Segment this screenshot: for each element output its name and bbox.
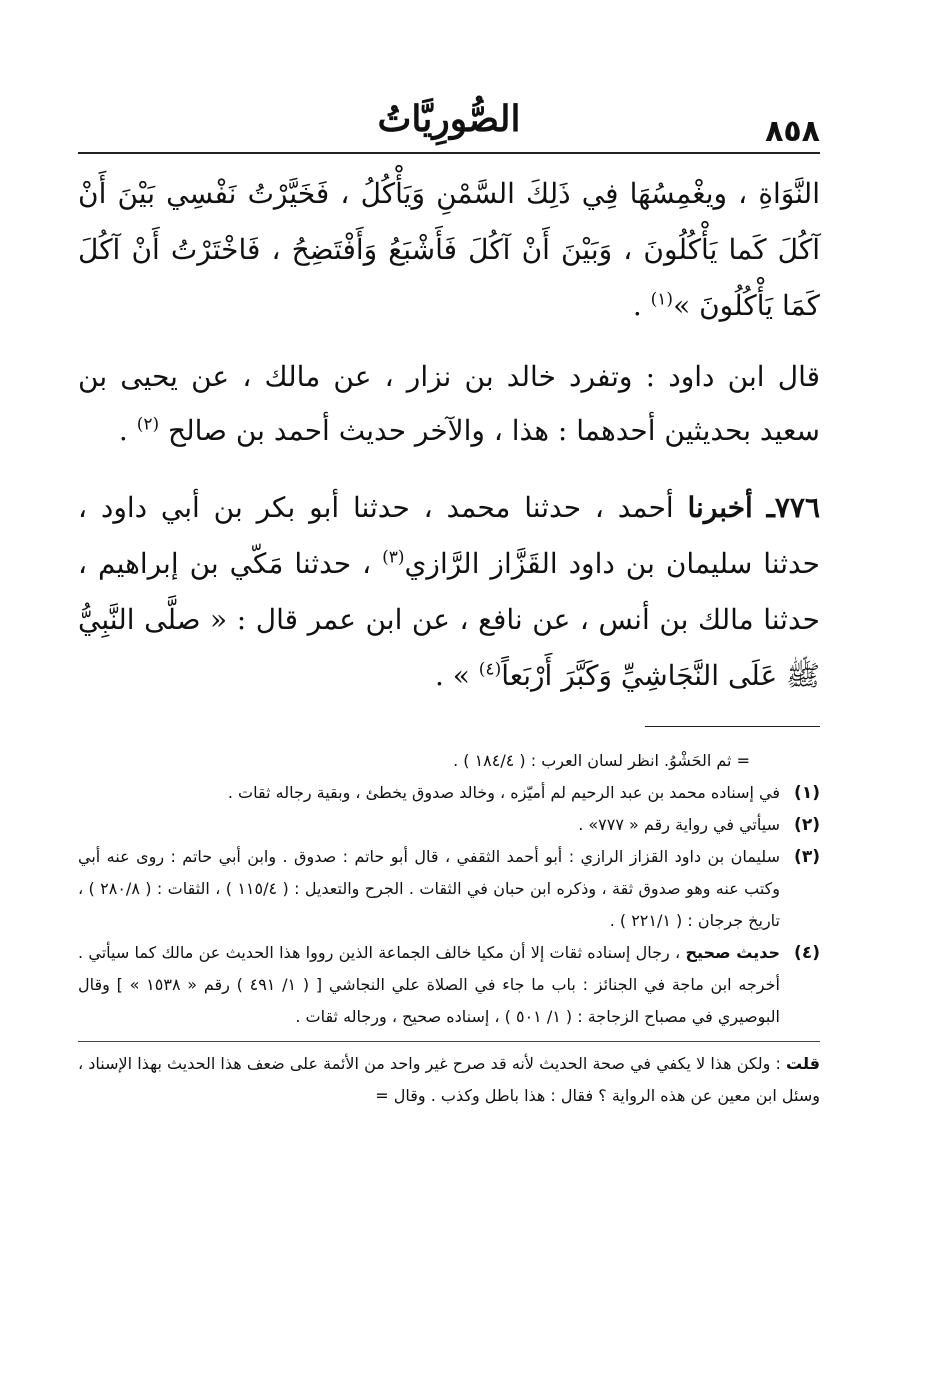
- footnote-continuation: = ثم الحَشْوُ. انظر لسان العرب : ( ١٨٤/٤ ) .: [453, 751, 750, 770]
- footnote-mark: (٤): [794, 943, 820, 963]
- narration-paragraph: [78, 350, 820, 458]
- page-number: ٨٥٨: [765, 114, 820, 149]
- book-page: [78, 92, 820, 1112]
- editor-note: [78, 1048, 820, 1112]
- narration-body: قال ابن داود : وتفرد خالد بن نزار ، عن مالك ، عن يحيى بن سعيد بحديثين أحدهما : هذا ، والآخر حديث أحمد بن صالح: [78, 360, 820, 447]
- footnote-text: سليمان بن داود القزاز الرازي : أبو أحمد الثقفي ، قال أبو حاتم : صدوق . وابن أبي حاتم : روى عنه أبي وكتب عنه وهو صدوق ثقة ، وذكره ابن حبان في الثقات . الجرح والتعديل : ( ١١٥/٤ ) ، الثقات : ( ٢٨٠/٨ ) ، تاريخ جرجان : ( ٢٢١/١ ) .: [78, 847, 780, 930]
- footnote-4: [78, 937, 820, 1033]
- hadith-chain: أحمد ، حدثنا محمد ، حدثنا أبو بكر بن أبي داود ، حدثنا سليمان بن داود القَزَّاز الرَّازي: [78, 491, 820, 580]
- hadith-lead: أخبرنا: [687, 491, 753, 524]
- hadith-number: ٧٧٦ـ: [766, 491, 820, 524]
- footnote-ref-4[interactable]: (٤): [478, 659, 502, 680]
- footnote-ref-2[interactable]: (٢): [136, 414, 160, 435]
- footnote-separator: [645, 726, 820, 727]
- footnote-mark: (٣): [794, 847, 820, 867]
- footnote-ref-3[interactable]: (٣): [382, 547, 405, 568]
- page-header: [78, 92, 820, 154]
- quote-body: النَّوَاةِ ، ويغْمِسُهَا فِي ذَلِكَ السَّمْنِ وَيَأْكُلُ ، فَخَيَّرْتُ نَفْسِي بَيْنَ أَنْ آكُلَ كَما يَأْكُلُونَ ، وَبَيْنَ أَنْ آكُلَ فَأَشْبَعُ وَأَفْتَضِحُ ، فَاخْتَرْتُ أَنْ آكُلَ كَمَا يَأْكُلُونَ »: [78, 177, 820, 322]
- quote-end: .: [632, 289, 642, 322]
- footnote-1: [78, 777, 820, 809]
- footnote-2: [78, 809, 820, 841]
- footnote-text: سيأتي في رواية رقم « ٧٧٧» .: [578, 815, 780, 834]
- note-lead: قلت: [786, 1054, 820, 1073]
- running-title: الصُّورِيَّاتُ: [377, 98, 521, 140]
- footnote-lead: حديث صحيح: [685, 943, 780, 962]
- hadith-text: ، حدثنا مَكّي بن إبراهيم ، حدثنا مالك بن أنس ، عن نافع ، عن ابن عمر قال : « صلَّى النَّبِيُّ ﷺ عَلَى النَّجَاشِيِّ وَكَبَّرَ أَرْبَعاً: [78, 547, 820, 692]
- footnote-3: [78, 841, 820, 937]
- quoted-text: [78, 166, 820, 334]
- footnote-mark: (١): [794, 783, 820, 803]
- note-divider: [78, 1041, 820, 1042]
- note-text: : ولكن هذا لا يكفي في صحة الحديث لأنه قد صرح غير واحد من الأئمة على ضعف هذا الحديث بهذا الإسناد ، وسئل ابن معين عن هذه الرواية ؟ فقال : هذا باطل وكذب . وقال =: [78, 1054, 820, 1105]
- footnote-text: [78, 937, 780, 1033]
- footnote-ref-1[interactable]: (١): [650, 289, 674, 310]
- footnote-text: في إسناده محمد بن عبد الرحيم لم أميّزه ، وخالد صدوق يخطئ ، وبقية رجاله ثقات .: [227, 783, 780, 802]
- footnote-mark: (٢): [794, 815, 820, 835]
- footnote-body: ، رجال إسناده ثقات إلا أن مكيا خالف الجماعة الذين رووا هذا الحديث عن مالك كما سيأتي . أخرجه ابن ماجة في الجنائز : باب ما جاء في الصلاة علي النجاشي [ ( ١/ ٤٩١ ) رقم « ١٥٣٨ » ] وقال البوصيري في مصباح الزجاجة : ( ١/ ٥٠١ ) ، إسناده صحيح ، ورجاله ثقات .: [78, 943, 780, 1026]
- hadith-end: » .: [434, 659, 470, 692]
- narration-end: .: [118, 414, 128, 447]
- hadith-paragraph: [78, 480, 820, 704]
